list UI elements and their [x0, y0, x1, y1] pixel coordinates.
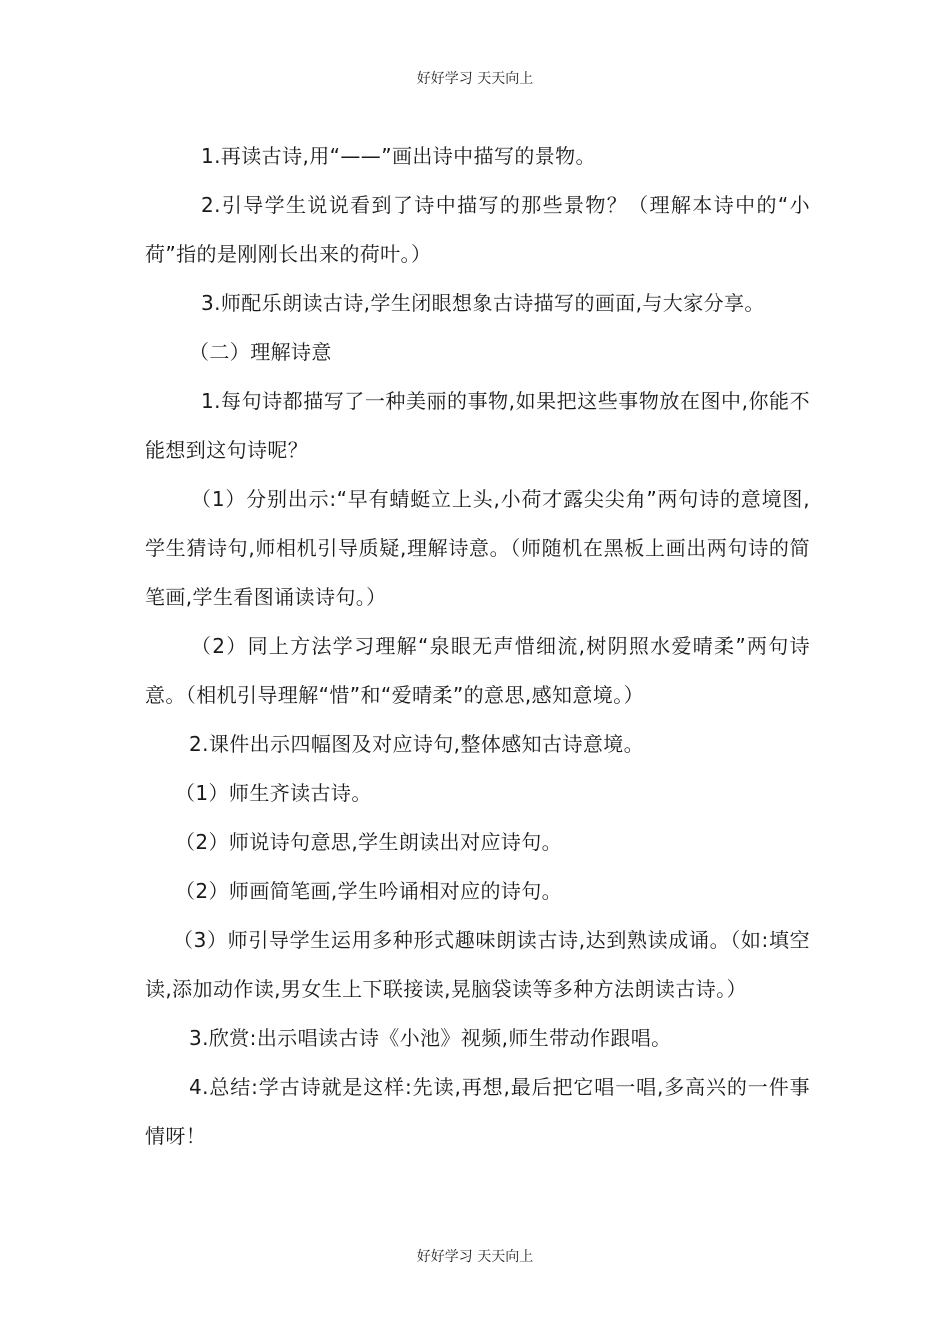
paragraph-fun-reading: （3）师引导学生运用多种形式趣味朗读古诗,达到熟读成诵。（如:填空读,添加动作读,男女生上下联接读,晃脑袋读等多种方法朗读古诗。） [145, 928, 810, 1001]
paragraph-step-1-dragonfly: （1）分别出示:“早有蜻蜓立上头,小荷才露尖尖角”两句诗的意境图,学生猜诗句,师相机引导质疑,理解诗意。（师随机在黑板上画出两句诗的简笔画,学生看图诵读诗句。） [145, 487, 810, 609]
paragraph-teacher-explains: （2）师说诗句意思,学生朗读出对应诗句。 [175, 830, 563, 854]
paragraph-music-reading: 3.师配乐朗读古诗,学生闭眼想象古诗描写的画面,与大家分享。 [201, 291, 765, 315]
paragraph-reread-poem: 1.再读古诗,用“——”画出诗中描写的景物。 [201, 144, 596, 168]
paragraph-summary: 4.总结:学古诗就是这样:先读,再想,最后把它唱一唱,多高兴的一件事情呀！ [145, 1075, 810, 1148]
paragraph-four-pictures: 2.课件出示四幅图及对应诗句,整体感知古诗意境。 [189, 732, 645, 756]
paragraph-read-together: （1）师生齐读古诗。 [175, 781, 372, 805]
page-header: 好好学习 天天向上 [416, 71, 534, 87]
paragraph-guide-scenery: 2.引导学生说说看到了诗中描写的那些景物？（理解本诗中的“小荷”指的是刚刚长出来的荷叶。） [145, 193, 810, 266]
paragraph-sketch-recite: （2）师画简笔画,学生吟诵相对应的诗句。 [175, 879, 563, 903]
paragraph-appreciate-video: 3.欣赏:出示唱读古诗《小池》视频,师生带动作跟唱。 [189, 1026, 672, 1050]
section-heading-understand-meaning: （二）理解诗意 [189, 340, 332, 364]
paragraph-step-2-spring: （2）同上方法学习理解“泉眼无声惜细流,树阴照水爱晴柔”两句诗意。（相机引导理解“惜”和“爱晴柔”的意思,感知意境。） [145, 634, 810, 707]
page-footer: 好好学习 天天向上 [416, 1249, 534, 1265]
document-body [145, 132, 810, 1161]
paragraph-each-line: 1.每句诗都描写了一种美丽的事物,如果把这些事物放在图中,你能不能想到这句诗呢？ [145, 389, 810, 462]
